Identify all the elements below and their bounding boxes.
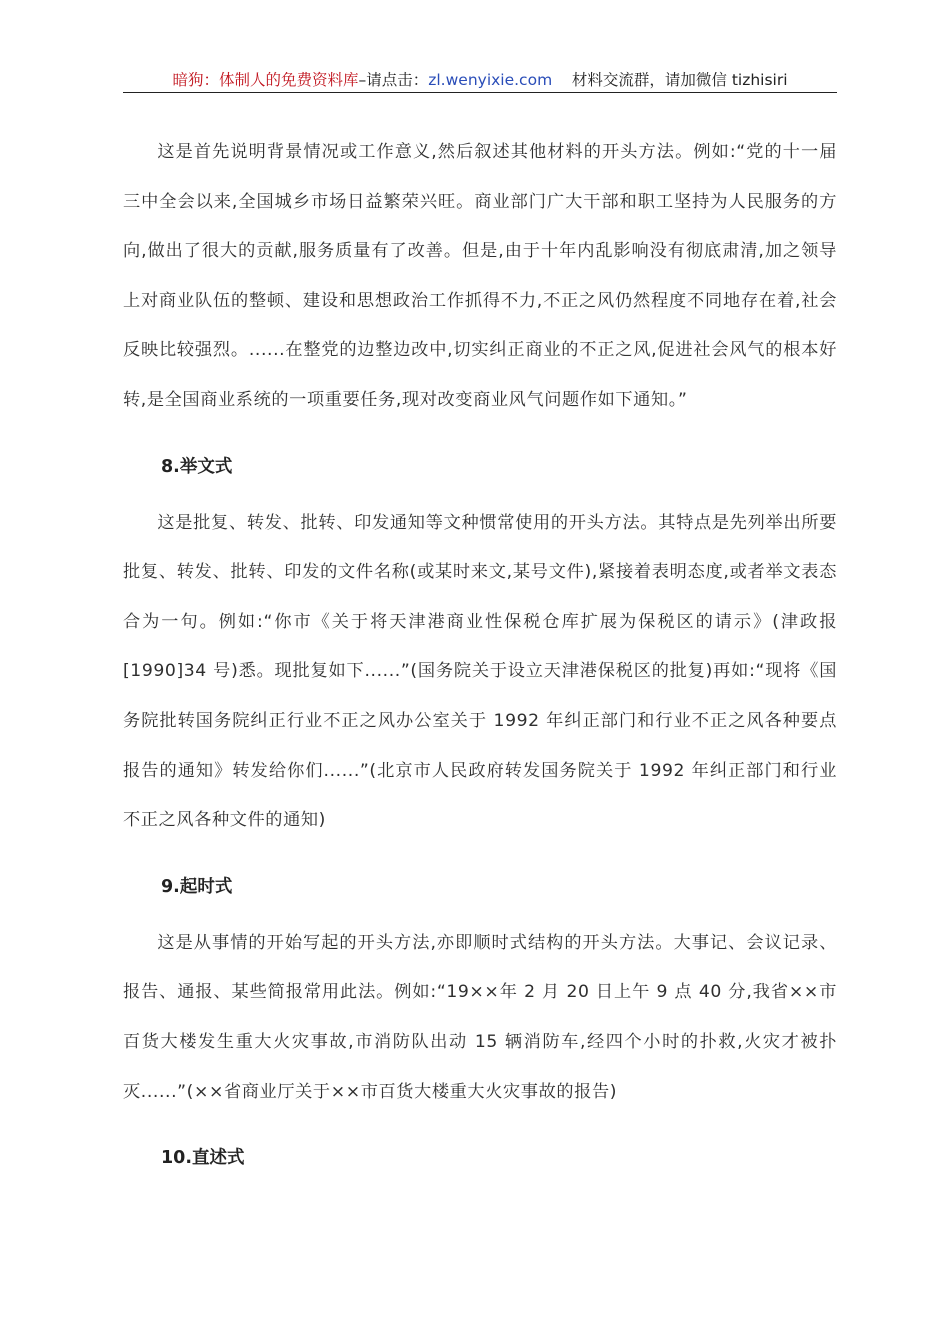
header-url-link[interactable]: zl.wenyixie.com — [428, 71, 553, 89]
heading-9: 9.起时式 — [161, 876, 233, 897]
paragraph-8: 这是批复、转发、批转、印发通知等文种惯常使用的开头方法。其特点是先列举出所要批复、转发、批转、印发的文件名称(或某时来文,某号文件),紧接着表明态度,或者举文表态合为一句。例如:“你市《关于将天津港商业性保税仓库扩展为保税区的请示》(津政报[1990]34 号)悉。现批复如下......”(国务院关于设立天津港保税区的批复)再如:“现将《国务院批转国务院纠正行业不正之风办公室关于 1992 年纠正部门和行业不正之风各种要点报告的通知》转发给你们......”(北京市人民政府转发国务院关于 1992 年纠正部门和行业不正之风各种文件的通知) — [123, 512, 837, 831]
header-prompt: –请点击： — [358, 71, 429, 89]
paragraph-intro: 这是首先说明背景情况或工作意义,然后叙述其他材料的开头方法。例如:“党的十一届三中全会以来,全国城乡市场日益繁荣兴旺。商业部门广大干部和职工坚持为人民服务的方向,做出了很大的贡献,服务质量有了改善。但是,由于十年内乱影响没有彻底肃清,加之领导上对商业队伍的整顿、建设和思想政治工作抓得不力,不正之风仍然程度不同地存在着,社会反映比较强烈。......在整党的边整边改中,切实纠正商业的不正之风,促进社会风气的根本好转,是全国商业系统的一项重要任务,现对改变商业风气问题作如下通知。” — [123, 142, 837, 410]
page-header — [123, 70, 837, 93]
heading-10: 10.直述式 — [161, 1148, 245, 1169]
document-body — [123, 128, 837, 1170]
header-brand: 暗狗：体制人的免费资料库 — [172, 71, 359, 89]
header-group-info: 材料交流群，请加微信 tizhisiri — [571, 71, 788, 89]
heading-8: 8.举文式 — [161, 456, 233, 477]
paragraph-9: 这是从事情的开始写起的开头方法,亦即顺时式结构的开头方法。大事记、会议记录、报告、通报、某些简报常用此法。例如:“19××年 2 月 20 日上午 9 点 40 分,我省××市百货大楼发生重大火灾事故,市消防队出动 15 辆消防车,经四个小时的扑救,火灾才被扑灭......”(××省商业厅关于××市百货大楼重大火灾事故的报告) — [123, 932, 837, 1102]
